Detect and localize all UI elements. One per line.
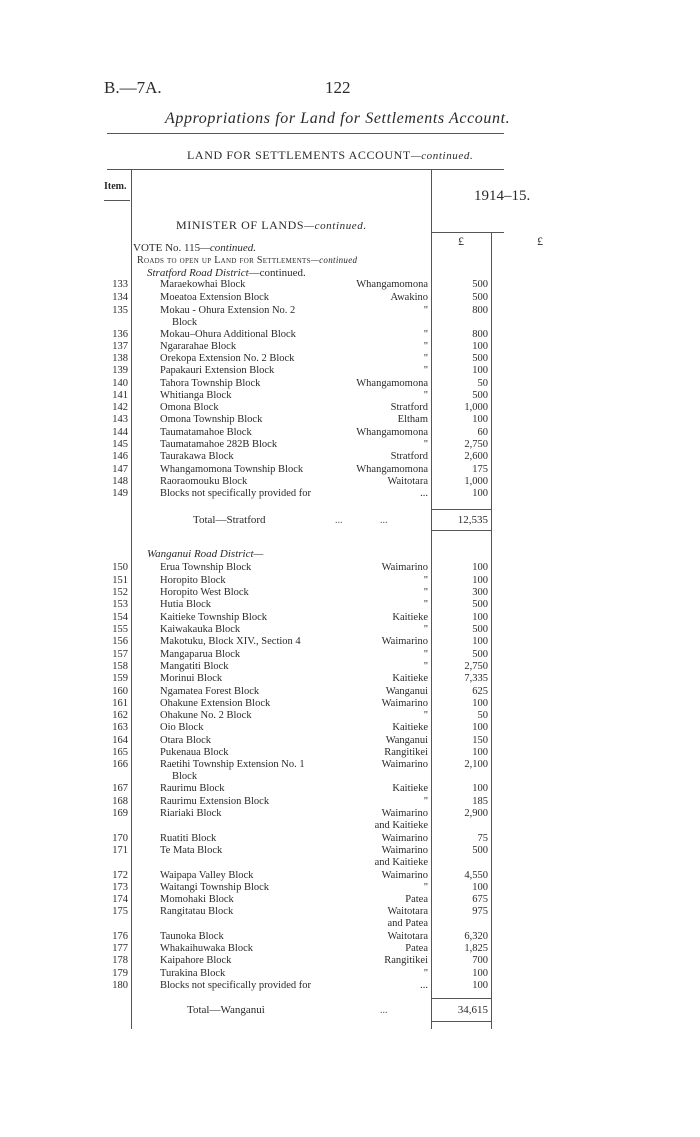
amount: 625: [472, 686, 488, 697]
block-name: Otara Block: [160, 735, 212, 746]
block-name: Papakauri Extension Block: [160, 365, 275, 376]
district-place: Waimarino: [381, 759, 428, 770]
item-number: 154: [112, 612, 128, 623]
district-place: ": [423, 305, 428, 316]
wanganui-district-heading: Wanganui Road District—: [147, 548, 264, 560]
block-name: Erua Township Block: [160, 562, 252, 573]
table-top-rule: [107, 169, 504, 170]
item-number: 150: [112, 562, 128, 573]
district-place: Rangitikei: [384, 955, 428, 966]
block-name-continuation: Block: [172, 771, 198, 782]
table-row: [0, 980, 700, 992]
amount: 100: [472, 341, 488, 352]
table-row: [0, 931, 700, 943]
table-row: [0, 845, 700, 857]
district-place: Waitotara: [387, 906, 428, 917]
amount: 675: [472, 894, 488, 905]
block-name: Kaipahore Block: [160, 955, 232, 966]
stratford-total-dots: ...: [380, 515, 388, 526]
amount: 50: [477, 710, 488, 721]
amount: 4,550: [464, 870, 488, 881]
table-row: [0, 599, 700, 611]
item-number: 160: [112, 686, 128, 697]
block-name: Rangitatau Block: [160, 906, 234, 917]
table-row: [0, 722, 700, 734]
block-name: Raurimu Extension Block: [160, 796, 270, 807]
subtitle-rule: [107, 133, 504, 134]
district-place: Whangamomona: [356, 427, 428, 438]
item-number: 135: [112, 305, 128, 316]
amount: 150: [472, 735, 488, 746]
wanganui-total-rule-top: [432, 998, 491, 999]
amount: 100: [472, 488, 488, 499]
table-row: [0, 305, 700, 317]
item-number: 138: [112, 353, 128, 364]
table-row: [0, 390, 700, 402]
page-subtitle: Appropriations for Land for Settlements Account.: [165, 110, 511, 127]
amount: 100: [472, 968, 488, 979]
table-row: [0, 329, 700, 341]
district-place: Waimarino: [381, 870, 428, 881]
table-row: [0, 488, 700, 500]
amount: 300: [472, 587, 488, 598]
item-number: 164: [112, 735, 128, 746]
table-row: [0, 649, 700, 661]
table-row: [0, 747, 700, 759]
year-column-header: 1914–15.: [474, 188, 531, 204]
pound-sign-col1: £: [458, 234, 464, 248]
block-name: Taurakawa Block: [160, 451, 234, 462]
district-place: Kaitieke: [392, 722, 428, 733]
item-number: 136: [112, 329, 128, 340]
amount: 100: [472, 575, 488, 586]
table-row: [0, 414, 700, 426]
amount: 500: [472, 292, 488, 303]
wanganui-total-dots: ...: [380, 1005, 388, 1016]
item-number: 151: [112, 575, 128, 586]
item-number: 134: [112, 292, 128, 303]
block-name: Moeatoa Extension Block: [160, 292, 270, 303]
item-number: 169: [112, 808, 128, 819]
amount: 185: [472, 796, 488, 807]
table-row: [0, 686, 700, 698]
district-place: Wanganui: [385, 686, 428, 697]
item-number: 133: [112, 279, 128, 290]
block-name: Taumatamahoe 282B Block: [160, 439, 278, 450]
item-number: 174: [112, 894, 128, 905]
item-number: 166: [112, 759, 128, 770]
district-place: Whangamomona: [356, 378, 428, 389]
table-row: [0, 894, 700, 906]
item-number: 149: [112, 488, 128, 499]
district-place: Waimarino: [381, 636, 428, 647]
item-number: 171: [112, 845, 128, 856]
item-number: 161: [112, 698, 128, 709]
amount: 100: [472, 722, 488, 733]
amount: 500: [472, 390, 488, 401]
block-name: Taunoka Block: [160, 931, 224, 942]
table-row: [0, 955, 700, 967]
amount: 500: [472, 599, 488, 610]
amount: 175: [472, 464, 488, 475]
item-number: 145: [112, 439, 128, 450]
district-place: Whangamomona: [356, 279, 428, 290]
amount: 100: [472, 747, 488, 758]
district-place: ": [423, 649, 428, 660]
item-number: 180: [112, 980, 128, 991]
item-number: 144: [112, 427, 128, 438]
block-name: Mokau–Ohura Additional Block: [160, 329, 296, 340]
amount: 1,000: [464, 402, 488, 413]
block-name: Hutia Block: [160, 599, 212, 610]
district-place: ": [423, 329, 428, 340]
table-row: [0, 575, 700, 587]
item-number: 170: [112, 833, 128, 844]
table-row: [0, 562, 700, 574]
block-name: Oio Block: [160, 722, 204, 733]
block-name-continuation: Block: [172, 317, 198, 328]
amount: 2,600: [464, 451, 488, 462]
stratford-district-heading: Stratford Road District—continued.: [147, 267, 306, 279]
table-row: [0, 402, 700, 414]
block-name: Maraekowhai Block: [160, 279, 246, 290]
page-number: 122: [325, 78, 351, 97]
table-row: [0, 882, 700, 894]
district-place: Patea: [405, 943, 428, 954]
block-name: Mangatiti Block: [160, 661, 229, 672]
district-place: ": [423, 599, 428, 610]
item-number: 148: [112, 476, 128, 487]
table-row: [0, 833, 700, 845]
wanganui-total-label: Total—Wanganui: [187, 1004, 265, 1016]
amount: 75: [477, 833, 488, 844]
table-row: [0, 341, 700, 353]
block-name: Blocks not specifically provided for: [160, 488, 312, 499]
block-name: Waitangi Township Block: [160, 882, 270, 893]
item-number: 153: [112, 599, 128, 610]
district-place-continuation: and Kaitieke: [374, 820, 428, 831]
block-name: Tahora Township Block: [160, 378, 261, 389]
amount: 100: [472, 636, 488, 647]
wanganui-total-amount: 34,615: [457, 1004, 488, 1016]
block-name: Ngamatea Forest Block: [160, 686, 260, 697]
block-name: Momohaki Block: [160, 894, 234, 905]
amount: 2,750: [464, 661, 488, 672]
amount: 2,750: [464, 439, 488, 450]
amount: 100: [472, 980, 488, 991]
district-place: Rangitikei: [384, 747, 428, 758]
table-row: [0, 279, 700, 291]
table-row: [0, 759, 700, 771]
block-name: Pukenaua Block: [160, 747, 229, 758]
item-number: 173: [112, 882, 128, 893]
district-place: Kaitieke: [392, 673, 428, 684]
item-number: 176: [112, 931, 128, 942]
block-name: Horopito Block: [160, 575, 226, 586]
district-place: Waimarino: [381, 808, 428, 819]
district-place: ": [423, 796, 428, 807]
block-name: Mokau - Ohura Extension No. 2: [160, 305, 296, 316]
pound-sign-col2: £: [537, 234, 543, 248]
table-row: [0, 624, 700, 636]
district-place: Wanganui: [385, 735, 428, 746]
district-place: Waimarino: [381, 698, 428, 709]
table-row: [0, 906, 700, 918]
block-name: Ohakune Extension Block: [160, 698, 271, 709]
amount: 700: [472, 955, 488, 966]
amount: 500: [472, 353, 488, 364]
block-name: Whakaihuwaka Block: [160, 943, 254, 954]
item-number: 172: [112, 870, 128, 881]
table-row: [0, 808, 700, 820]
block-name: Kaitieke Township Block: [160, 612, 267, 623]
amount: 800: [472, 329, 488, 340]
table-row: [0, 378, 700, 390]
table-row: [0, 365, 700, 377]
district-place: Waimarino: [381, 845, 428, 856]
amount: 800: [472, 305, 488, 316]
stratford-total-label: Total—Stratford: [193, 514, 266, 526]
amount: 500: [472, 845, 488, 856]
block-name: Omona Block: [160, 402, 219, 413]
amount: 500: [472, 279, 488, 290]
district-place-continuation: and Patea: [387, 918, 428, 929]
amount: 100: [472, 365, 488, 376]
block-name: Makotuku, Block XIV., Section 4: [160, 636, 301, 647]
item-number: 156: [112, 636, 128, 647]
block-name: Blocks not specifically provided for: [160, 980, 312, 991]
district-place: Waimarino: [381, 833, 428, 844]
district-place: Eltham: [397, 414, 428, 425]
item-number: 162: [112, 710, 128, 721]
table-row: [0, 870, 700, 882]
year-header-rule: [431, 232, 504, 233]
document-reference: B.—7A.: [104, 78, 162, 97]
amount: 100: [472, 562, 488, 573]
item-header-rule: [104, 200, 130, 201]
district-place: Kaitieke: [392, 783, 428, 794]
block-name: Taumatamahoe Block: [160, 427, 252, 438]
item-number: 167: [112, 783, 128, 794]
table-row: [0, 943, 700, 955]
table-row: [0, 698, 700, 710]
amount: 100: [472, 882, 488, 893]
block-name: Te Mata Block: [160, 845, 223, 856]
item-number: 152: [112, 587, 128, 598]
district-place: Awakino: [390, 292, 428, 303]
block-name: Whitianga Block: [160, 390, 232, 401]
table-row: [0, 783, 700, 795]
minister-heading: MINISTER OF LANDS—continued.: [176, 218, 367, 232]
item-column-header: Item.: [104, 181, 127, 192]
block-name: Morinui Block: [160, 673, 223, 684]
district-place: ": [423, 587, 428, 598]
block-name: Ruatiti Block: [160, 833, 217, 844]
item-number: 158: [112, 661, 128, 672]
amount: 500: [472, 624, 488, 635]
amount: 7,335: [464, 673, 488, 684]
table-row: [0, 451, 700, 463]
block-name: Ngararahae Block: [160, 341, 237, 352]
district-place: ": [423, 710, 428, 721]
amount: 60: [477, 427, 488, 438]
district-place: Waitotara: [387, 476, 428, 487]
table-row: [0, 439, 700, 451]
block-name: Kaiwakauka Block: [160, 624, 241, 635]
district-place: ": [423, 341, 428, 352]
section-title: LAND FOR SETTLEMENTS ACCOUNT—continued.: [187, 148, 474, 162]
district-place: Kaitieke: [392, 612, 428, 623]
table-row: [0, 735, 700, 747]
table-row: [0, 710, 700, 722]
table-row: [0, 673, 700, 685]
block-name: Raurimu Block: [160, 783, 225, 794]
item-number: 157: [112, 649, 128, 660]
amount: 500: [472, 649, 488, 660]
amount: 2,900: [464, 808, 488, 819]
district-place: Patea: [405, 894, 428, 905]
item-number: 143: [112, 414, 128, 425]
table-row: [0, 796, 700, 808]
amount: 100: [472, 698, 488, 709]
item-number: 141: [112, 390, 128, 401]
block-name: Whangamomona Township Block: [160, 464, 304, 475]
district-place: Whangamomona: [356, 464, 428, 475]
table-row: [0, 661, 700, 673]
district-place: ": [423, 365, 428, 376]
amount: 100: [472, 612, 488, 623]
item-number: 178: [112, 955, 128, 966]
block-name: Raoraomouku Block: [160, 476, 248, 487]
district-place: Waimarino: [381, 562, 428, 573]
block-name: Mangaparua Block: [160, 649, 241, 660]
district-place: ": [423, 353, 428, 364]
item-number: 175: [112, 906, 128, 917]
wanganui-total-rule-bottom: [432, 1021, 491, 1022]
stratford-total-dots: ...: [335, 515, 343, 526]
table-row: [0, 636, 700, 648]
block-name: Orekopa Extension No. 2 Block: [160, 353, 295, 364]
district-place: ": [423, 968, 428, 979]
vote-heading: VOTE No. 115—continued.: [133, 242, 257, 254]
district-place: ": [423, 439, 428, 450]
amount: 1,825: [464, 943, 488, 954]
district-place: Stratford: [390, 451, 428, 462]
block-name: Ohakune No. 2 Block: [160, 710, 252, 721]
table-row: [0, 968, 700, 980]
district-place: ": [423, 624, 428, 635]
table-row: [0, 612, 700, 624]
table-row: [0, 587, 700, 599]
district-place: ": [423, 882, 428, 893]
amount: 1,000: [464, 476, 488, 487]
block-name: Raetihi Township Extension No. 1: [160, 759, 305, 770]
district-place: ...: [420, 980, 428, 991]
district-place: Waitotara: [387, 931, 428, 942]
district-place: ": [423, 390, 428, 401]
amount: 6,320: [464, 931, 488, 942]
table-row: [0, 292, 700, 304]
amount: 100: [472, 783, 488, 794]
item-number: 177: [112, 943, 128, 954]
amount: 100: [472, 414, 488, 425]
district-place: Stratford: [390, 402, 428, 413]
item-number: 146: [112, 451, 128, 462]
block-name: Turakina Block: [160, 968, 226, 979]
district-place: ...: [420, 488, 428, 499]
block-name: Riariaki Block: [160, 808, 222, 819]
table-row: [0, 427, 700, 439]
table-row: [0, 464, 700, 476]
district-place: ": [423, 661, 428, 672]
item-number: 159: [112, 673, 128, 684]
item-number: 147: [112, 464, 128, 475]
item-number: 142: [112, 402, 128, 413]
block-name: Waipapa Valley Block: [160, 870, 254, 881]
district-place-continuation: and Kaitieke: [374, 857, 428, 868]
table-row: [0, 353, 700, 365]
item-number: 168: [112, 796, 128, 807]
item-number: 155: [112, 624, 128, 635]
item-number: 163: [112, 722, 128, 733]
item-number: 140: [112, 378, 128, 389]
stratford-total-rule-bottom: [432, 530, 491, 531]
stratford-total-amount: 12,535: [457, 514, 488, 526]
amount: 2,100: [464, 759, 488, 770]
roads-heading: Roads to open up Land for Settlements—continued: [137, 255, 358, 266]
block-name: Omona Township Block: [160, 414, 263, 425]
block-name: Horopito West Block: [160, 587, 249, 598]
item-number: 165: [112, 747, 128, 758]
table-row: [0, 476, 700, 488]
item-number: 137: [112, 341, 128, 352]
item-number: 179: [112, 968, 128, 979]
item-number: 139: [112, 365, 128, 376]
stratford-total-rule-top: [432, 509, 491, 510]
amount: 975: [472, 906, 488, 917]
amount: 50: [477, 378, 488, 389]
district-place: ": [423, 575, 428, 586]
